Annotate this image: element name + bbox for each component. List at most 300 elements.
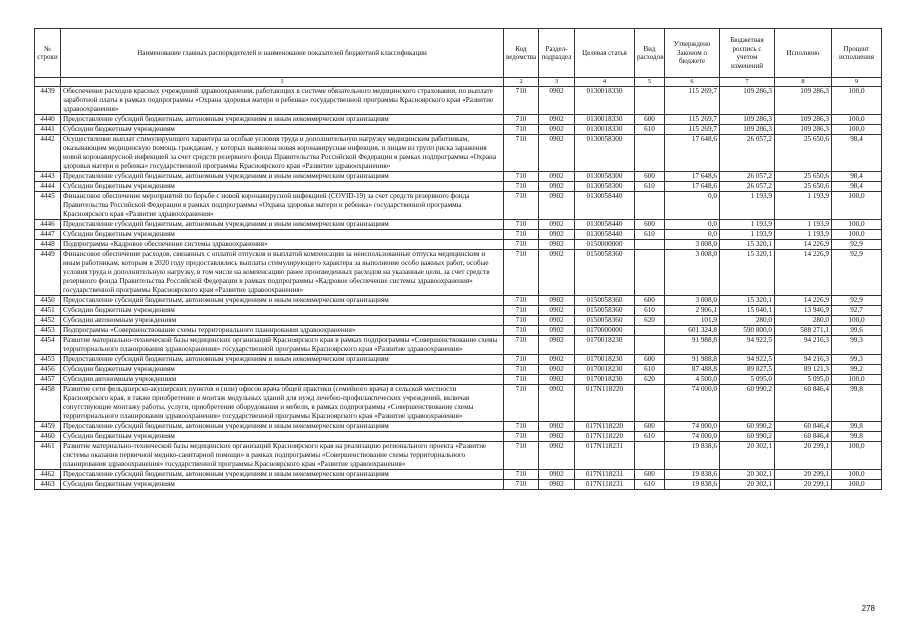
row-percent: 100,0 — [832, 220, 882, 230]
row-percent: 99,6 — [832, 326, 882, 336]
row-target: 0130018330 — [575, 115, 635, 125]
row-percent: 100,0 — [832, 480, 882, 490]
row-kind — [635, 385, 665, 422]
row-target: 0170000000 — [575, 326, 635, 336]
row-number: 4450 — [35, 296, 61, 306]
row-budget: 1 193,9 — [720, 220, 775, 230]
row-number: 4444 — [35, 182, 61, 192]
row-kind — [635, 192, 665, 220]
row-percent: 99,8 — [832, 432, 882, 442]
row-kind: 620 — [635, 316, 665, 326]
row-number: 4454 — [35, 336, 61, 355]
row-target: 0130018330 — [575, 87, 635, 115]
row-kind: 600 — [635, 296, 665, 306]
row-kind — [635, 442, 665, 470]
table-row — [35, 306, 882, 316]
row-name: Предоставление субсидий бюджетным, автономным учреждениям и иным некоммерческим организациям — [61, 355, 504, 365]
row-kind: 610 — [635, 125, 665, 135]
table-row — [35, 480, 882, 490]
row-kind — [635, 240, 665, 250]
row-target: 0130058440 — [575, 230, 635, 240]
row-approved: 115 269,7 — [665, 125, 720, 135]
page-number: 278 — [861, 604, 875, 613]
table-row — [35, 125, 882, 135]
row-section: 0902 — [539, 442, 575, 470]
row-kind: 600 — [635, 172, 665, 182]
row-budget: 94 922,5 — [720, 355, 775, 365]
row-name: Обеспечение расходов красных учреждений здравоохранения, работающих в системе обязательного медицинского страхования, по выплате заработной платы в рамках подпрограммы «Охрана здоровья матери и ребенка» государственной программы Красноярского края «Развитие здравоохранения» — [61, 87, 504, 115]
row-executed: 14 226,9 — [775, 296, 832, 306]
row-executed: 109 286,3 — [775, 125, 832, 135]
row-target: 0170018230 — [575, 365, 635, 375]
row-code: 710 — [504, 182, 539, 192]
row-budget: 26 057,2 — [720, 182, 775, 192]
row-section: 0902 — [539, 306, 575, 316]
row-section: 0902 — [539, 296, 575, 306]
row-approved: 0,0 — [665, 220, 720, 230]
row-name: Субсидии бюджетным учреждениям — [61, 230, 504, 240]
row-percent: 100,0 — [832, 230, 882, 240]
row-percent: 100,0 — [832, 375, 882, 385]
row-kind — [635, 250, 665, 296]
row-approved: 91 988,8 — [665, 355, 720, 365]
row-number: 4451 — [35, 306, 61, 316]
header-budget: Бюджетная роспись с учетом изменений — [720, 29, 775, 78]
row-budget: 94 922,5 — [720, 336, 775, 355]
row-percent: 100,0 — [832, 192, 882, 220]
header-code: Код ведомства — [504, 29, 539, 78]
row-number: 4449 — [35, 250, 61, 296]
row-code: 710 — [504, 250, 539, 296]
row-number: 4461 — [35, 442, 61, 470]
row-number: 4455 — [35, 355, 61, 365]
row-executed: 60 846,4 — [775, 432, 832, 442]
col-number: 6 — [665, 78, 720, 87]
row-name: Осуществление выплат стимулирующего характера за особые условия труда и дополнительную нагрузку медицинским работникам, оказывающим медицинскую помощь гражданам, у которых выявлена новая коронавирусная инфекция, и лицам из групп риска заражения новой коронавирусной инфекцией за счет средств резервного фонда Правительства Российской Федерации в рамках подпрограммы «Охрана здоровья матери и ребенка» государственной программы Красноярского края «Развитие здравоохранения» — [61, 135, 504, 172]
row-name: Предоставление субсидий бюджетным, автономным учреждениям и иным некоммерческим организациям — [61, 220, 504, 230]
table-row — [35, 250, 882, 296]
row-budget: 1 193,9 — [720, 230, 775, 240]
row-code: 710 — [504, 442, 539, 470]
row-target: 017N118220 — [575, 422, 635, 432]
row-budget: 60 990,2 — [720, 422, 775, 432]
row-approved: 3 008,0 — [665, 296, 720, 306]
row-name: Предоставление субсидий бюджетным, автономным учреждениям и иным некоммерческим организациям — [61, 296, 504, 306]
row-number: 4446 — [35, 220, 61, 230]
row-number: 4445 — [35, 192, 61, 220]
row-number: 4458 — [35, 385, 61, 422]
table-row — [35, 326, 882, 336]
row-number: 4439 — [35, 87, 61, 115]
row-target: 017N118220 — [575, 432, 635, 442]
row-number: 4443 — [35, 172, 61, 182]
column-number-row — [35, 78, 882, 87]
header-kind: Вид расходов — [635, 29, 665, 78]
row-budget: 60 990,2 — [720, 432, 775, 442]
row-percent: 98,4 — [832, 172, 882, 182]
row-executed: 14 226,9 — [775, 240, 832, 250]
row-kind — [635, 135, 665, 172]
row-target: 0150058360 — [575, 306, 635, 316]
row-code: 710 — [504, 375, 539, 385]
row-percent: 92,9 — [832, 296, 882, 306]
row-budget: 89 827,5 — [720, 365, 775, 375]
header-name: Наименование главных распорядителей и наименование показателей бюджетной классификации — [61, 29, 504, 78]
row-number: 4447 — [35, 230, 61, 240]
row-target: 0150058360 — [575, 250, 635, 296]
row-executed: 109 286,3 — [775, 87, 832, 115]
table-row — [35, 172, 882, 182]
row-number: 4460 — [35, 432, 61, 442]
row-executed: 25 650,6 — [775, 135, 832, 172]
row-budget: 5 095,0 — [720, 375, 775, 385]
header-row — [35, 29, 882, 78]
row-name: Подпрограмма «Совершенствование схемы территориального планирования здравоохранения» — [61, 326, 504, 336]
row-name: Финансовое обеспечение мероприятий по борьбе с новой коронавирусной инфекцией (COVID-19) за счет средств резервного фонда Правительства Российской Федерации в рамках подпрограммы «Охрана здоровья матери и ребенка» государственной программы Красноярского края «Развитие здравоохранения» — [61, 192, 504, 220]
row-executed: 14 226,9 — [775, 250, 832, 296]
row-budget: 26 057,2 — [720, 172, 775, 182]
row-approved: 601 324,8 — [665, 326, 720, 336]
row-section: 0902 — [539, 250, 575, 296]
row-name: Развитие сети фельдшерско-акушерских пунктов и (или) офисов врача общей практики (семейного врача) в сельской местности Красноярского края, в также приобретение и монтаж модульных зданий для нужд лечебно-профилактических учреждений, включая сопутствующие монтажу работы, услуги, приобретение оборудования и мебели, в рамках подпрограммы «Совершенствование схемы территориального планирования здравоохранения» государственной программы Красноярского края «Развитие здравоохранения» — [61, 385, 504, 422]
row-budget: 1 193,9 — [720, 192, 775, 220]
table-row — [35, 192, 882, 220]
row-budget: 590 800,0 — [720, 326, 775, 336]
row-number: 4448 — [35, 240, 61, 250]
row-executed: 588 271,1 — [775, 326, 832, 336]
row-executed: 94 216,3 — [775, 355, 832, 365]
row-name: Развитие материально-технической базы медицинских организаций Красноярского края в рамках подпрограммы «Совершенствование схемы территориального планирования здравоохранения» государственной программы Красноярского края «Развитие здравоохранения» — [61, 336, 504, 355]
header-section: Раздел-подраздел — [539, 29, 575, 78]
row-section: 0902 — [539, 192, 575, 220]
row-kind: 610 — [635, 365, 665, 375]
row-target: 0130058440 — [575, 192, 635, 220]
row-section: 0902 — [539, 172, 575, 182]
row-approved: 0,0 — [665, 192, 720, 220]
row-code: 710 — [504, 422, 539, 432]
row-budget: 15 320,1 — [720, 240, 775, 250]
row-code: 710 — [504, 326, 539, 336]
row-executed: 1 193,9 — [775, 192, 832, 220]
row-name: Предоставление субсидий бюджетным, автономным учреждениям и иным некоммерческим организациям — [61, 172, 504, 182]
row-budget: 20 302,1 — [720, 470, 775, 480]
col-number: 2 — [504, 78, 539, 87]
row-code: 710 — [504, 135, 539, 172]
row-name: Субсидии бюджетным учреждениям — [61, 432, 504, 442]
table-row — [35, 240, 882, 250]
row-percent: 100,0 — [832, 115, 882, 125]
table-row — [35, 375, 882, 385]
row-executed: 25 650,6 — [775, 182, 832, 192]
row-number: 4453 — [35, 326, 61, 336]
table-row — [35, 87, 882, 115]
row-target: 017N118231 — [575, 470, 635, 480]
row-section: 0902 — [539, 385, 575, 422]
row-section: 0902 — [539, 355, 575, 365]
row-kind: 600 — [635, 220, 665, 230]
row-executed: 13 946,9 — [775, 306, 832, 316]
row-kind: 600 — [635, 422, 665, 432]
table-body — [35, 87, 882, 490]
table-row — [35, 422, 882, 432]
row-kind — [635, 336, 665, 355]
row-kind: 610 — [635, 182, 665, 192]
row-kind — [635, 326, 665, 336]
row-percent: 98,4 — [832, 135, 882, 172]
table-row — [35, 296, 882, 306]
row-budget: 15 040,1 — [720, 306, 775, 316]
row-budget: 109 286,3 — [720, 125, 775, 135]
row-approved: 2 906,1 — [665, 306, 720, 316]
row-code: 710 — [504, 480, 539, 490]
row-target: 017N118231 — [575, 480, 635, 490]
row-budget: 280,0 — [720, 316, 775, 326]
row-executed: 280,0 — [775, 316, 832, 326]
row-code: 710 — [504, 355, 539, 365]
row-number: 4440 — [35, 115, 61, 125]
row-kind: 610 — [635, 432, 665, 442]
row-budget: 15 320,1 — [720, 250, 775, 296]
row-approved: 17 648,6 — [665, 135, 720, 172]
row-number: 4442 — [35, 135, 61, 172]
row-name: Субсидии бюджетным учреждениям — [61, 480, 504, 490]
row-kind: 600 — [635, 115, 665, 125]
row-executed: 60 846,4 — [775, 385, 832, 422]
row-percent: 92,7 — [832, 306, 882, 316]
row-percent: 99,8 — [832, 385, 882, 422]
row-section: 0902 — [539, 240, 575, 250]
row-target: 0170018230 — [575, 375, 635, 385]
row-section: 0902 — [539, 220, 575, 230]
table-row — [35, 182, 882, 192]
row-name: Финансовое обеспечение расходов, связанных с оплатой отпусков и выплатой компенсации за неиспользованные отпуска медицинским и иным работникам, которым в 2020 году предоставлялись выплаты стимулирующего характера за выполнение особо важных работ, особые условия труда и дополнительную нагрузку, в том числе на компенсацию ранее произведенных расходов на указанные цели, за счет средств резервного фонда Правительства Российской Федерации в рамках подпрограммы «Кадровое обеспечение системы здравоохранения» государственной программы Красноярского края «Развитие здравоохранения» — [61, 250, 504, 296]
row-code: 710 — [504, 316, 539, 326]
row-executed: 20 299,1 — [775, 480, 832, 490]
row-percent: 100,0 — [832, 87, 882, 115]
row-name: Субсидии бюджетным учреждениям — [61, 125, 504, 135]
header-no: № строки — [35, 29, 61, 78]
row-percent: 99,8 — [832, 422, 882, 432]
row-code: 710 — [504, 296, 539, 306]
row-executed: 1 193,9 — [775, 220, 832, 230]
table-row — [35, 442, 882, 470]
col-number: 3 — [539, 78, 575, 87]
row-number: 4441 — [35, 125, 61, 135]
row-name: Субсидии бюджетным учреждениям — [61, 365, 504, 375]
table-row — [35, 220, 882, 230]
row-target: 0170018230 — [575, 355, 635, 365]
row-approved: 74 000,0 — [665, 432, 720, 442]
table-row — [35, 336, 882, 355]
row-section: 0902 — [539, 316, 575, 326]
row-target: 0130018330 — [575, 125, 635, 135]
row-approved: 87 488,8 — [665, 365, 720, 375]
row-executed: 25 650,6 — [775, 172, 832, 182]
row-approved: 115 269,7 — [665, 87, 720, 115]
table-row — [35, 365, 882, 375]
row-percent: 100,0 — [832, 470, 882, 480]
row-executed: 20 299,1 — [775, 470, 832, 480]
row-target: 0150000000 — [575, 240, 635, 250]
row-kind: 600 — [635, 470, 665, 480]
row-code: 710 — [504, 230, 539, 240]
row-code: 710 — [504, 115, 539, 125]
row-executed: 109 286,3 — [775, 115, 832, 125]
row-executed: 1 193,9 — [775, 230, 832, 240]
table-row — [35, 316, 882, 326]
row-section: 0902 — [539, 422, 575, 432]
row-budget: 109 286,3 — [720, 115, 775, 125]
row-section: 0902 — [539, 375, 575, 385]
row-percent: 98,4 — [832, 182, 882, 192]
row-target: 0130058300 — [575, 182, 635, 192]
row-approved: 17 648,6 — [665, 182, 720, 192]
col-number: 7 — [720, 78, 775, 87]
row-number: 4459 — [35, 422, 61, 432]
row-code: 710 — [504, 125, 539, 135]
row-section: 0902 — [539, 326, 575, 336]
row-target: 0130058300 — [575, 172, 635, 182]
col-number: 5 — [635, 78, 665, 87]
row-name: Субсидии автономным учреждениям — [61, 316, 504, 326]
row-code: 710 — [504, 470, 539, 480]
row-approved: 74 000,0 — [665, 422, 720, 432]
row-section: 0902 — [539, 432, 575, 442]
row-budget: 15 320,1 — [720, 296, 775, 306]
row-section: 0902 — [539, 182, 575, 192]
row-percent: 100,0 — [832, 442, 882, 470]
header-approved: Утверждено Законом о бюджете — [665, 29, 720, 78]
row-budget: 20 302,1 — [720, 442, 775, 470]
row-approved: 3 008,0 — [665, 240, 720, 250]
row-approved: 3 008,0 — [665, 250, 720, 296]
row-approved: 91 988,8 — [665, 336, 720, 355]
row-code: 710 — [504, 220, 539, 230]
table-row — [35, 432, 882, 442]
row-target: 0170018230 — [575, 336, 635, 355]
row-approved: 0,0 — [665, 230, 720, 240]
row-code: 710 — [504, 172, 539, 182]
row-code: 710 — [504, 306, 539, 316]
header-percent: Процент исполнения — [832, 29, 882, 78]
row-code: 710 — [504, 385, 539, 422]
row-name: Субсидии автономным учреждениям — [61, 375, 504, 385]
row-name: Развитие материально-технической базы медицинских организаций Красноярского края на реализацию регионального проекта «Развитие системы оказания первичной медико-санитарной помощи» в рамках подпрограммы «Совершенствование схемы территориального планирования здравоохранения» государственной программы Красноярского края «Развитие здравоохранения» — [61, 442, 504, 470]
row-target: 0150058360 — [575, 316, 635, 326]
row-code: 710 — [504, 240, 539, 250]
row-number: 4457 — [35, 375, 61, 385]
row-percent: 100,0 — [832, 316, 882, 326]
row-executed: 60 846,4 — [775, 422, 832, 432]
row-section: 0902 — [539, 365, 575, 375]
table-row — [35, 355, 882, 365]
row-percent: 100,0 — [832, 125, 882, 135]
row-number: 4456 — [35, 365, 61, 375]
row-name: Предоставление субсидий бюджетным, автономным учреждениям и иным некоммерческим организациям — [61, 115, 504, 125]
row-section: 0902 — [539, 135, 575, 172]
row-executed: 89 121,3 — [775, 365, 832, 375]
col-number: 1 — [61, 78, 504, 87]
row-kind — [635, 87, 665, 115]
table-row — [35, 135, 882, 172]
row-code: 710 — [504, 192, 539, 220]
row-kind: 610 — [635, 306, 665, 316]
row-percent: 99,2 — [832, 365, 882, 375]
row-approved: 17 648,6 — [665, 172, 720, 182]
row-kind: 620 — [635, 375, 665, 385]
row-budget: 109 286,3 — [720, 87, 775, 115]
row-name: Подпрограмма «Кадровое обеспечение системы здравоохранения» — [61, 240, 504, 250]
row-name: Субсидии бюджетным учреждениям — [61, 306, 504, 316]
row-section: 0902 — [539, 336, 575, 355]
row-percent: 99,3 — [832, 355, 882, 365]
row-target: 0130058300 — [575, 135, 635, 172]
row-percent: 92,9 — [832, 240, 882, 250]
row-section: 0902 — [539, 115, 575, 125]
row-percent: 92,9 — [832, 250, 882, 296]
row-target: 0150058360 — [575, 296, 635, 306]
row-name: Субсидии бюджетным учреждениям — [61, 182, 504, 192]
col-number: 8 — [775, 78, 832, 87]
header-target: Целевая статья — [575, 29, 635, 78]
row-budget: 20 302,1 — [720, 480, 775, 490]
row-name: Предоставление субсидий бюджетным, автономным учреждениям и иным некоммерческим организациям — [61, 422, 504, 432]
row-approved: 115 269,7 — [665, 115, 720, 125]
row-approved: 74 000,0 — [665, 385, 720, 422]
row-approved: 19 838,6 — [665, 442, 720, 470]
row-budget: 60 990,2 — [720, 385, 775, 422]
row-approved: 19 838,6 — [665, 480, 720, 490]
row-target: 017N118231 — [575, 442, 635, 470]
col-number: 9 — [832, 78, 882, 87]
row-code: 710 — [504, 432, 539, 442]
row-budget: 26 057,2 — [720, 135, 775, 172]
row-number: 4452 — [35, 316, 61, 326]
row-executed: 20 299,1 — [775, 442, 832, 470]
row-approved: 4 500,0 — [665, 375, 720, 385]
table-row — [35, 115, 882, 125]
header-executed: Исполнено — [775, 29, 832, 78]
row-section: 0902 — [539, 480, 575, 490]
row-section: 0902 — [539, 125, 575, 135]
col-number — [35, 78, 61, 87]
row-code: 710 — [504, 87, 539, 115]
row-number: 4463 — [35, 480, 61, 490]
row-percent: 99,3 — [832, 336, 882, 355]
table-row — [35, 470, 882, 480]
row-target: 0130058440 — [575, 220, 635, 230]
row-kind: 600 — [635, 355, 665, 365]
col-number: 4 — [575, 78, 635, 87]
row-kind: 610 — [635, 480, 665, 490]
row-approved: 101,9 — [665, 316, 720, 326]
row-section: 0902 — [539, 87, 575, 115]
row-section: 0902 — [539, 230, 575, 240]
row-number: 4462 — [35, 470, 61, 480]
row-code: 710 — [504, 336, 539, 355]
row-section: 0902 — [539, 470, 575, 480]
budget-table — [34, 28, 882, 490]
row-code: 710 — [504, 365, 539, 375]
row-executed: 5 095,0 — [775, 375, 832, 385]
table-row — [35, 385, 882, 422]
row-kind: 610 — [635, 230, 665, 240]
row-approved: 19 838,6 — [665, 470, 720, 480]
table-row — [35, 230, 882, 240]
row-target: 017N118220 — [575, 385, 635, 422]
row-name: Предоставление субсидий бюджетным, автономным учреждениям и иным некоммерческим организациям — [61, 470, 504, 480]
row-executed: 94 216,3 — [775, 336, 832, 355]
